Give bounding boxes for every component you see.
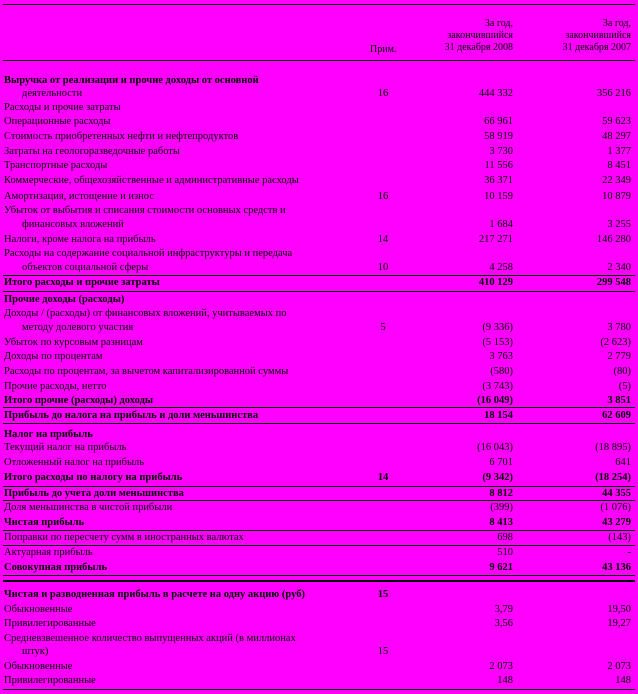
row-label: Привилегированные <box>4 618 96 629</box>
table-row <box>0 516 638 529</box>
divider <box>3 580 635 582</box>
row-value-2008: 6 701 <box>489 457 513 468</box>
row-value-2007: (18 895) <box>595 442 631 453</box>
table-row <box>0 409 638 422</box>
row-note: 14 <box>377 234 389 245</box>
table-row <box>0 233 638 246</box>
row-note: 5 <box>380 322 386 333</box>
row-label: Выручка от реализации и прочие доходы от основной <box>4 75 259 86</box>
table-row <box>0 247 638 260</box>
row-label: Поправки по пересчету сумм в иностранных валютах <box>4 532 244 543</box>
row-value-2007: 8 451 <box>607 160 631 171</box>
divider <box>3 500 635 501</box>
table-row <box>0 603 638 616</box>
table-row <box>0 632 638 645</box>
row-value-2008: 3 763 <box>489 351 513 362</box>
row-label: Транспортные расходы <box>4 160 108 171</box>
row-value-2007: 3 851 <box>607 395 631 406</box>
column-header-note: Прим. <box>370 44 397 55</box>
row-note: 10 <box>377 262 389 273</box>
row-label: Расходы по процентам, за вычетом капитализированной суммы <box>4 366 289 377</box>
header-rule <box>3 60 635 61</box>
row-value-2008: 9 621 <box>489 562 513 573</box>
row-value-2008: 36 371 <box>484 175 513 186</box>
table-row <box>0 159 638 172</box>
row-value-2008: 3 730 <box>489 146 513 157</box>
row-value-2007: 1 377 <box>607 146 631 157</box>
divider <box>3 689 635 690</box>
row-value-2007: 44 355 <box>602 488 631 499</box>
col-header-line: закончившийся <box>565 30 631 41</box>
table-row <box>0 365 638 378</box>
row-label: Актуарная прибыль <box>4 547 93 558</box>
table-row <box>0 74 638 87</box>
row-value-2008: 444 332 <box>478 88 513 99</box>
table-row <box>0 321 638 334</box>
table-row <box>0 130 638 143</box>
row-label: Прочие расходы, нетто <box>4 381 107 392</box>
row-note: 15 <box>377 646 389 657</box>
column-header-2007 <box>563 18 631 54</box>
table-row <box>0 456 638 469</box>
row-value-2008: 58 919 <box>484 131 513 142</box>
row-value-2007: 19,50 <box>607 604 631 615</box>
row-label: Итого расходы по налогу на прибыль <box>4 472 183 483</box>
row-label: объектов социальной сферы <box>22 262 149 273</box>
row-value-2007: 19,27 <box>607 618 631 629</box>
row-note: 16 <box>377 191 389 202</box>
row-label: Отложенный налог на прибыль <box>4 457 145 468</box>
row-value-2008: (9 342) <box>482 472 513 483</box>
row-value-2008: 510 <box>497 547 513 558</box>
row-label: Совокупная прибыль <box>4 562 108 573</box>
row-value-2007: (1 076) <box>600 502 631 513</box>
divider <box>3 275 635 276</box>
table-row <box>0 261 638 274</box>
table-row <box>0 218 638 231</box>
row-label: Средневзвешенное количество выпущенных акций (в миллионах <box>4 633 296 644</box>
divider <box>3 291 635 292</box>
row-label: Доходы по процентам <box>4 351 103 362</box>
top-rule <box>3 4 635 5</box>
col-header-line: закончившийся <box>447 30 513 41</box>
row-value-2007: 43 136 <box>602 562 631 573</box>
row-label: деятельности <box>22 88 83 99</box>
row-note: 15 <box>377 589 389 600</box>
row-value-2008: 8 413 <box>489 517 513 528</box>
row-value-2008: (3 743) <box>482 381 513 392</box>
row-value-2007: (5) <box>618 381 631 392</box>
row-value-2008: 698 <box>497 532 513 543</box>
row-label: Коммерческие, общехозяйственные и административные расходы <box>4 175 299 186</box>
row-label: Прибыль до налога на прибыль и доли меньшинства <box>4 410 259 421</box>
table-row <box>0 204 638 217</box>
table-row <box>0 471 638 484</box>
row-value-2007: 43 279 <box>602 517 631 528</box>
row-label: Затраты на геологоразведочные работы <box>4 146 180 157</box>
row-value-2008: 8 812 <box>489 488 513 499</box>
row-value-2008: 3,79 <box>494 604 513 615</box>
row-value-2008: 18 154 <box>484 410 513 421</box>
table-row <box>0 350 638 363</box>
row-value-2008: (580) <box>490 366 513 377</box>
row-value-2008: (399) <box>490 502 513 513</box>
row-label: Привилегированные <box>4 675 96 686</box>
row-label: Расходы на содержание социальной инфраструктуры и передача <box>4 248 293 259</box>
row-label: Доля меньшинства в чистой прибыли <box>4 502 173 513</box>
table-row <box>0 501 638 514</box>
col-header-line: За год, <box>484 18 513 29</box>
row-value-2007: 148 <box>615 675 631 686</box>
row-value-2008: 1 684 <box>489 219 513 230</box>
table-row <box>0 645 638 658</box>
row-value-2007: 48 297 <box>602 131 631 142</box>
row-label: Итого прочие (расходы) доходы <box>4 395 154 406</box>
row-label: штук) <box>22 646 49 657</box>
row-value-2008: (5 153) <box>482 337 513 348</box>
column-header-2008 <box>445 18 513 54</box>
row-note: 14 <box>377 472 389 483</box>
row-value-2007: 22 349 <box>602 175 631 186</box>
row-note: 16 <box>377 88 389 99</box>
row-label: Убыток от выбытия и списания стоимости основных средств и <box>4 205 286 216</box>
row-value-2007: 299 548 <box>596 277 631 288</box>
table-row <box>0 293 638 306</box>
row-label: Налоги, кроме налога на прибыль <box>4 234 156 245</box>
row-label: Итого расходы и прочие затраты <box>4 277 160 288</box>
row-label: Обыкновенные <box>4 661 73 672</box>
row-value-2008: 148 <box>497 675 513 686</box>
divider <box>3 407 635 408</box>
row-label: методу долевого участия <box>22 322 134 333</box>
row-label: Амортизация, истощение и износ <box>4 191 154 202</box>
divider <box>3 545 635 546</box>
row-label: Операционные расходы <box>4 116 111 127</box>
row-value-2007: 2 073 <box>607 661 631 672</box>
table-row <box>0 487 638 500</box>
divider <box>3 575 635 576</box>
row-value-2007: 62 609 <box>602 410 631 421</box>
table-row <box>0 394 638 407</box>
table-row <box>0 307 638 320</box>
row-value-2008: 66 961 <box>484 116 513 127</box>
row-label: Чистая и разводненная прибыль в расчете на одну акцию (руб) <box>4 589 305 600</box>
row-value-2007: (2 623) <box>600 337 631 348</box>
row-value-2007: 59 623 <box>602 116 631 127</box>
table-row <box>0 190 638 203</box>
table-row <box>0 174 638 187</box>
row-value-2008: 10 159 <box>484 191 513 202</box>
row-value-2007: 146 280 <box>596 234 631 245</box>
table-row <box>0 561 638 574</box>
divider <box>3 423 635 424</box>
row-label: Прочие доходы (расходы) <box>4 294 125 305</box>
row-value-2007: (18 254) <box>595 472 631 483</box>
col-header-line: За год, <box>602 18 631 29</box>
row-value-2007: 10 879 <box>602 191 631 202</box>
row-value-2008: (16 049) <box>477 395 513 406</box>
row-value-2008: (16 043) <box>477 442 513 453</box>
row-value-2008: (9 336) <box>482 322 513 333</box>
row-value-2008: 11 556 <box>484 160 513 171</box>
row-value-2008: 217 271 <box>478 234 513 245</box>
table-row <box>0 101 638 114</box>
table-row <box>0 674 638 687</box>
row-value-2008: 3,56 <box>494 618 513 629</box>
col-header-line: 31 декабря 2007 <box>562 42 631 53</box>
table-row <box>0 428 638 441</box>
row-value-2008: 410 129 <box>478 277 513 288</box>
row-label: Чистая прибыль <box>4 517 85 528</box>
table-row <box>0 660 638 673</box>
row-value-2007: 2 340 <box>607 262 631 273</box>
row-value-2007: (80) <box>613 366 631 377</box>
table-row <box>0 617 638 630</box>
table-row <box>0 531 638 544</box>
row-value-2007: 641 <box>615 457 631 468</box>
row-label: Убыток по курсовым разницам <box>4 337 143 348</box>
table-row <box>0 588 638 601</box>
table-row <box>0 276 638 289</box>
row-label: Прибыль до учета доли меньшинства <box>4 488 184 499</box>
table-row <box>0 441 638 454</box>
row-value-2007: 2 779 <box>607 351 631 362</box>
table-row <box>0 380 638 393</box>
divider <box>3 530 635 531</box>
row-value-2008: 4 258 <box>489 262 513 273</box>
row-label: Обыкновенные <box>4 604 73 615</box>
table-row <box>0 115 638 128</box>
table-row <box>0 336 638 349</box>
row-label: Расходы и прочие затраты <box>4 102 121 113</box>
table-row <box>0 546 638 559</box>
row-label: Текущий налог на прибыль <box>4 442 127 453</box>
row-label: финансовых вложений <box>22 219 124 230</box>
row-value-2007: 356 216 <box>596 88 631 99</box>
divider <box>3 486 635 487</box>
table-row <box>0 145 638 158</box>
row-value-2007: 3 780 <box>607 322 631 333</box>
row-value-2007: (143) <box>608 532 631 543</box>
row-value-2007: - <box>627 547 631 558</box>
row-label: Налог на прибыль <box>4 429 93 440</box>
col-header-line: 31 декабря 2008 <box>444 42 513 53</box>
row-label: Стоимость приобретенных нефти и нефтепродуктов <box>4 131 239 142</box>
row-value-2007: 3 255 <box>607 219 631 230</box>
row-value-2008: 2 073 <box>489 661 513 672</box>
table-row <box>0 87 638 100</box>
row-label: Доходы / (расходы) от финансовых вложений, учитываемых по <box>4 308 287 319</box>
